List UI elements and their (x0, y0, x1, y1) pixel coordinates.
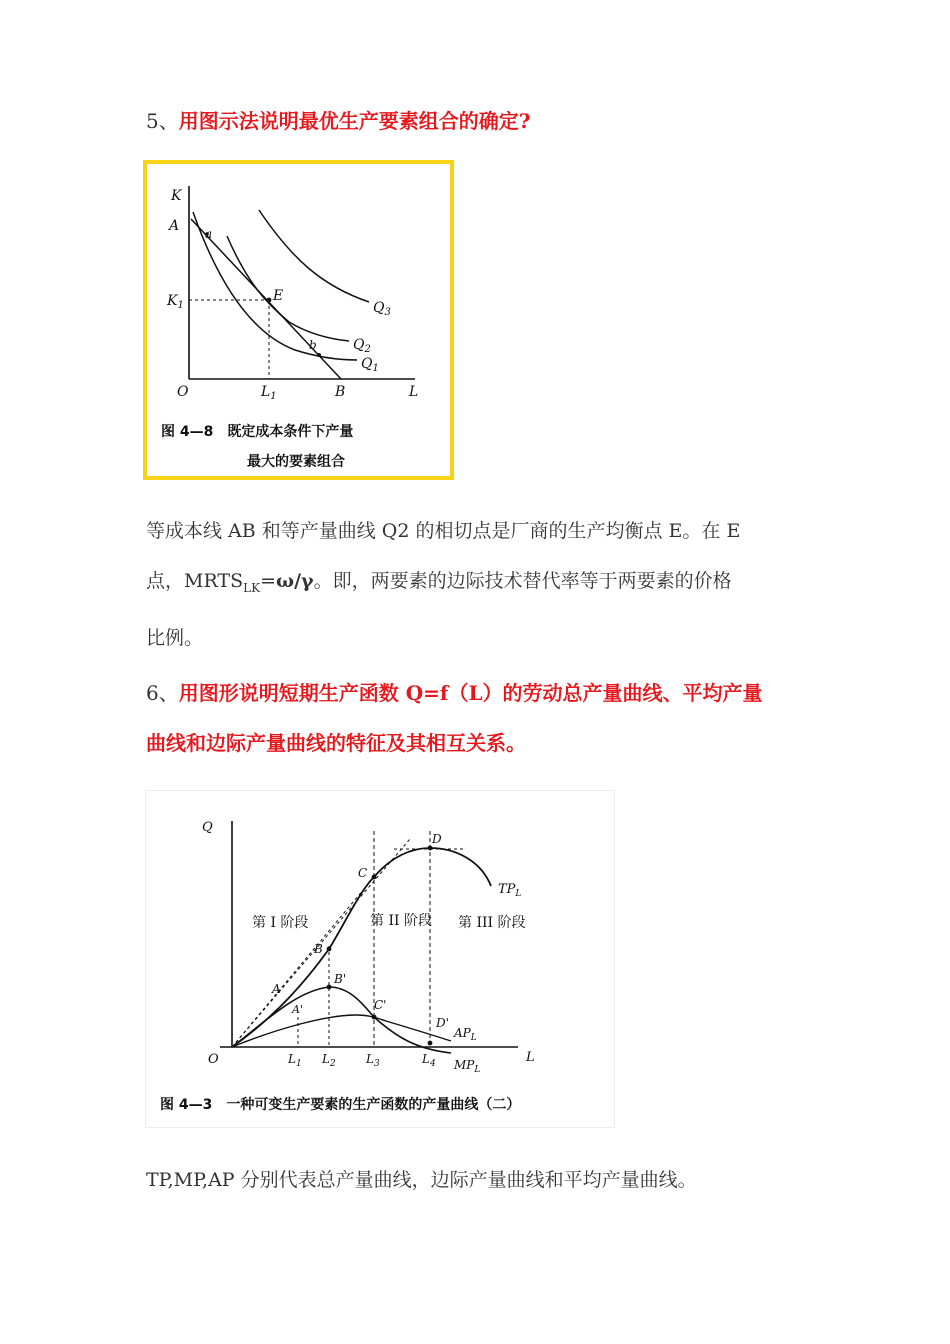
text-segment: 点，MRTS (146, 570, 244, 592)
label-a: A (272, 982, 281, 996)
subscript-lk: LK (243, 580, 261, 595)
point-d-prime (428, 1041, 433, 1046)
question-number: 6、 (146, 681, 179, 705)
label-b-prime: B' (334, 972, 347, 986)
label-l2: $L_2$ (322, 1052, 336, 1069)
label-stage-3: 第 III 阶段 (458, 915, 526, 931)
label-origin: O (208, 1052, 219, 1067)
mp-curve (232, 987, 451, 1053)
label-tp: $TP_L$ (498, 882, 522, 899)
question-number: 5、 (146, 109, 179, 133)
label-l: L (526, 1050, 535, 1065)
point-b (327, 947, 332, 952)
label-d: D (432, 832, 442, 846)
point-c-prime (372, 1015, 377, 1020)
label-e: E (273, 288, 284, 304)
text-segment: 。即，两要素的边际技术替代率等于两要素的价格 (313, 570, 732, 592)
isocost-diagram (147, 164, 450, 476)
label-b: B (335, 384, 346, 400)
label-stage-1: 第 I 阶段 (252, 915, 309, 931)
label-l3: $L_3$ (366, 1052, 380, 1069)
ray-to-c (232, 877, 374, 1047)
production-curves-diagram (146, 791, 614, 1127)
question-title: 用图示法说明最优生产要素组合的确定? (178, 109, 531, 133)
figure-caption-line2: 最大的要素组合 (247, 454, 345, 470)
point-b-prime (327, 985, 332, 990)
figure-isocost-isoquant (143, 160, 454, 480)
point-d (428, 846, 433, 851)
label-l: L (409, 384, 419, 400)
explanation-paragraph-1 (146, 506, 826, 663)
question-6-heading (146, 668, 763, 768)
paragraph-line-mrts (146, 556, 826, 613)
label-c-prime: C' (374, 998, 387, 1012)
label-l1: $L_1$ (261, 384, 277, 402)
label-a: A (169, 218, 180, 234)
label-q3: $Q_3$ (373, 300, 391, 318)
point-c (372, 875, 377, 880)
label-b: B (314, 942, 323, 956)
figure-production-curves (145, 790, 615, 1128)
label-a-lower: a (205, 227, 213, 241)
question-5-heading (146, 96, 530, 146)
label-ap: $AP_L$ (454, 1026, 477, 1043)
paragraph-line: 等成本线 AB 和等产量曲线 Q2 的相切点是厂商的生产均衡点 E。在 E (146, 520, 741, 542)
question-title-line1: 用图形说明短期生产函数 Q=f（L）的劳动总产量曲线、平均产量 (178, 681, 763, 705)
label-l4: $L_4$ (422, 1052, 436, 1069)
label-q2: $Q_2$ (353, 337, 371, 355)
equals-sign: = (260, 570, 276, 592)
point-e (267, 298, 272, 303)
figure-caption-line1: 图 4—8 既定成本条件下产量 (161, 424, 354, 440)
point-b (317, 353, 321, 357)
figure-caption: 图 4—3 一种可变生产要素的生产函数的产量曲线（二） (160, 1097, 521, 1113)
label-origin: O (177, 384, 189, 400)
question-title-line2: 曲线和边际产量曲线的特征及其相互关系。 (146, 731, 526, 755)
paragraph-line: 比例。 (146, 626, 204, 649)
label-c: C (358, 866, 368, 880)
label-b-lower: b (309, 338, 317, 352)
label-stage-2: 第 II 阶段 (370, 913, 432, 929)
label-d-prime: D' (436, 1016, 449, 1030)
price-ratio-symbol: ω/γ (275, 570, 314, 592)
label-a-prime: A' (292, 1003, 303, 1016)
label-mp: $MP_L$ (454, 1058, 481, 1075)
label-q: Q (202, 820, 213, 835)
label-k: K (171, 188, 182, 204)
label-q1: $Q_1$ (361, 356, 379, 374)
explanation-paragraph-2: TP,MP,AP 分别代表总产量曲线，边际产量曲线和平均产量曲线。 (146, 1169, 697, 1191)
label-l1: $L_1$ (288, 1052, 302, 1069)
label-k1: $K_1$ (167, 293, 184, 311)
